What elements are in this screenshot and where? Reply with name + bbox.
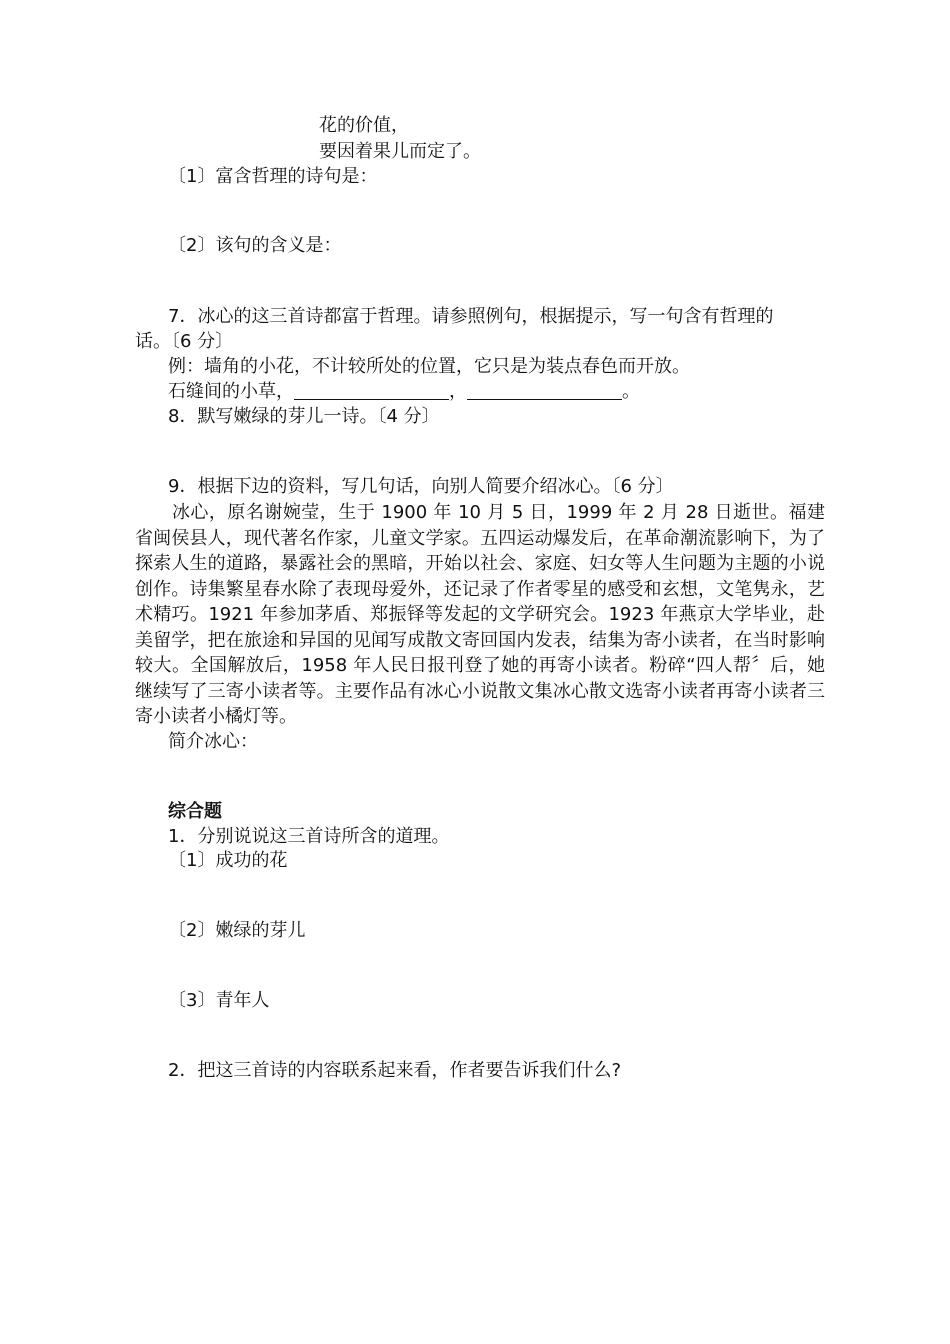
q1-item-2: 〔2〕嫩绿的芽儿 [168,920,306,941]
q7-line-1: 7．冰心的这三首诗都富于哲理。请参照例句，根据提示，写一句含有哲理的 [168,306,774,327]
q7-comma: ， [449,381,467,402]
q7-prompt: 石缝间的小草， [168,381,294,402]
question-part-1: 〔1〕富含哲理的诗句是： [168,166,378,187]
q9-title: 9．根据下边的资料，写几句话，向别人简要介绍冰心。〔6 分〕 [168,476,674,497]
section-heading: 综合题 [168,801,222,822]
q1-item-1: 〔1〕成功的花 [168,850,288,871]
poem-line-2: 要因着果儿而定了。 [319,141,481,162]
q9-passage: 冰心，原名谢婉莹，生于 1900 年 10 月 5 日，1999 年 2 月 28 日逝世。福建省闽侯县人，现代著名作家，儿童文学家。五四运动爆发后，在革命潮流影响下，为了探索人生的道路，暴露社会的黑暗，开始以社会、家庭、妇女等人生问题为主题的小说创作。诗集繁星春水除了表现母爱外，还记录了作者零星的感受和玄想，文笔隽永，艺术精巧。1921 年参加茅盾、郑振铎等发起的文学研究会。1923 年燕京大学毕业，赴美留学，把在旅途和异国的见闻写成散文寄回国内发表，结集为寄小读者，在当时影响较大。全国解放后，1958 年人民日报刊登了她的再寄小读者。粉碎“四人帮〞后，她继续写了三寄小读者等。主要作品有冰心小说散文集冰心散文选寄小读者再寄小读者三寄小读者小橘灯等。 [135,502,825,727]
q7-fill-line [168,380,640,404]
question-part-2: 〔2〕该句的含义是： [168,235,342,256]
q1-item-3: 〔3〕青年人 [168,990,270,1011]
comprehensive-q2: 2．把这三首诗的内容联系起来看，作者要告诉我们什么? [168,1060,622,1081]
comprehensive-q1: 1．分别说说这三首诗所含的道理。 [168,826,450,847]
answer-blank-2[interactable] [467,381,622,400]
q7-example: 例：墙角的小花，不计较所处的位置，它只是为装点春色而开放。 [168,356,690,377]
answer-blank-1[interactable] [294,381,449,400]
poem-line-1: 花的价值， [319,115,409,136]
q7-line-2: 话。〔6 分〕 [135,331,234,352]
q9-answer-label: 简介冰心： [168,731,258,752]
q7-end: 。 [622,381,640,402]
q8: 8．默写嫩绿的芽儿一诗。〔4 分〕 [168,406,440,427]
